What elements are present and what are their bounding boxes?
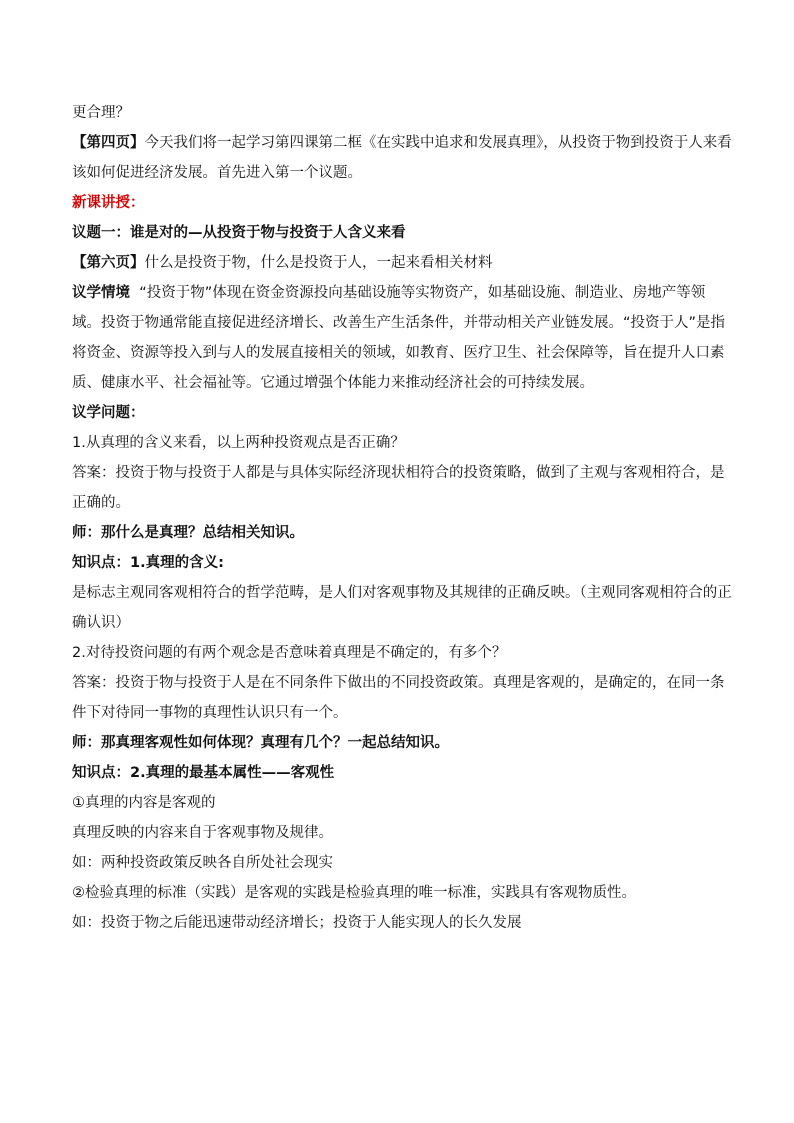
section-heading-new-lesson <box>72 188 732 218</box>
teacher-line-one <box>72 518 732 548</box>
section-heading: 新课讲授： <box>72 195 145 211</box>
topic-title: 议题一：谁是对的—从投资于物与投资于人含义来看 <box>72 225 406 241</box>
page-tag: 【第四页】 <box>72 135 145 151</box>
text-line: 什么是投资于物，什么是投资于人，一起来看相关材料 <box>144 255 493 271</box>
question-two <box>72 638 732 668</box>
questions-heading <box>72 398 732 428</box>
list-item <box>72 848 732 878</box>
knowledge-definition <box>72 578 732 638</box>
question-one <box>72 428 732 458</box>
question-text: 2.对待投资问题的有两个观念是否意味着真理是不确定的，有多个？ <box>72 645 507 661</box>
knowledge-title: 知识点：1.真理的含义: <box>72 555 224 571</box>
knowledge-point-one <box>72 548 732 578</box>
text-line: 今天我们将一起学习第四课第二框《在实践中追求和发展真理》，从投资于物到投资于人来看该如何促进经济发展。首先进入第一个议题。 <box>72 135 732 181</box>
text-line: ①真理的内容是客观的 <box>72 795 216 811</box>
document-body <box>72 98 732 938</box>
paragraph-scenario <box>72 278 732 398</box>
list-item <box>72 878 732 908</box>
teacher-text: 师：那真理客观性如何体现？真理有几个？一起总结知识。 <box>72 735 449 751</box>
answer-text: 答案：投资于物与投资于人是在不同条件下做出的不同投资政策。真理是客观的，是确定的，在同一条件下对待同一事物的真理性认识只有一个。 <box>72 675 725 721</box>
topic-heading <box>72 218 732 248</box>
text-line: 如：投资于物之后能迅速带动经济增长；投资于人能实现人的长久发展 <box>72 915 522 931</box>
scenario-label: 议学情境 <box>72 285 130 301</box>
paragraph-page-six <box>72 248 732 278</box>
teacher-text: 师：那什么是真理？总结相关知识。 <box>72 525 304 541</box>
knowledge-title: 知识点：2.真理的最基本属性——客观性 <box>72 765 335 781</box>
answer-one <box>72 458 732 518</box>
paragraph-page-four <box>72 128 732 188</box>
text-line: 更合理？ <box>72 105 130 121</box>
paragraph-line <box>72 98 732 128</box>
list-item <box>72 818 732 848</box>
scenario-text: “投资于物”体现在资金资源投向基础设施等实物资产，如基础设施、制造业、房地产等领域。投资于物通常能直接促进经济增长、改善生产生活条件，并带动相关产业链发展。“投资于人”是指将资金、资源等投入到与人的发展直接相关的领域，如教育、医疗卫生、社会保障等，旨在提升人口素质、健康水平、社会福祉等。它通过增强个体能力来推动经济社会的可持续发展。 <box>72 285 726 391</box>
answer-two <box>72 668 732 728</box>
text-line: ②检验真理的标准（实践）是客观的实践是检验真理的唯一标准，实践具有客观物质性。 <box>72 885 636 901</box>
knowledge-point-two <box>72 758 732 788</box>
list-item <box>72 788 732 818</box>
definition-text: 是标志主观同客观相符合的哲学范畴，是人们对客观事物及其规律的正确反映。（主观同客观相符合的正确认识） <box>72 585 732 631</box>
text-line: 真理反映的内容来自于客观事物及规律。 <box>72 825 333 841</box>
list-item <box>72 908 732 938</box>
questions-label: 议学问题： <box>72 405 145 421</box>
text-line: 如：两种投资政策反映各自所处社会现实 <box>72 855 333 871</box>
question-text: 1.从真理的含义来看，以上两种投资观点是否正确？ <box>72 435 405 451</box>
page-tag: 【第六页】 <box>72 255 145 271</box>
teacher-line-two <box>72 728 732 758</box>
answer-text: 答案：投资于物与投资于人都是与具体实际经济现状相符合的投资策略，做到了主观与客观相符合，是正确的。 <box>72 465 725 511</box>
